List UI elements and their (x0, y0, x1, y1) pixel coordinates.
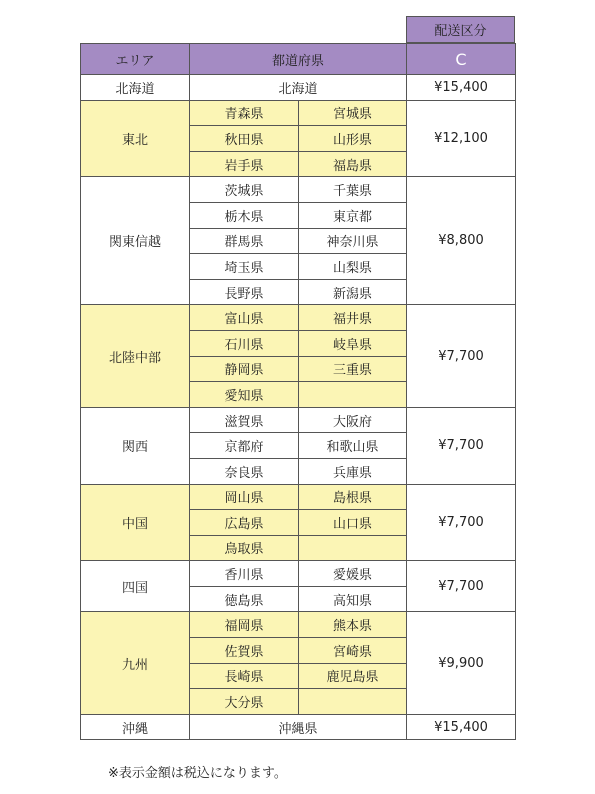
prefecture-cell: 青森県 (190, 100, 299, 126)
table-row (81, 484, 516, 510)
price-cell: ¥8,800 (407, 177, 516, 305)
prefecture-cell: 富山県 (190, 305, 299, 331)
prefecture-cell: 沖縄県 (190, 714, 407, 740)
price-cell: ¥12,100 (407, 100, 516, 177)
table-body (81, 75, 516, 740)
prefecture-cell: 静岡県 (190, 356, 299, 382)
region-cell: 沖縄 (81, 714, 190, 740)
prefecture-cell: 京都府 (190, 433, 299, 459)
prefecture-cell: 大阪府 (299, 407, 407, 433)
table-row (81, 612, 516, 638)
table-row (81, 177, 516, 203)
price-cell: ¥9,900 (407, 612, 516, 714)
prefecture-cell: 群馬県 (190, 228, 299, 254)
prefecture-cell: 秋田県 (190, 126, 299, 152)
prefecture-cell: 広島県 (190, 510, 299, 536)
prefecture-cell: 北海道 (190, 75, 407, 101)
prefecture-cell: 山形県 (299, 126, 407, 152)
table-row (81, 407, 516, 433)
prefecture-cell: 熊本県 (299, 612, 407, 638)
prefecture-cell: 鳥取県 (190, 535, 299, 561)
prefecture-cell: 愛知県 (190, 382, 299, 408)
price-cell: ¥7,700 (407, 484, 516, 561)
price-cell: ¥15,400 (407, 714, 516, 740)
prefecture-cell: 千葉県 (299, 177, 407, 203)
region-cell: 関東信越 (81, 177, 190, 305)
prefecture-cell: 福島県 (299, 151, 407, 177)
area-header: エリア (81, 44, 190, 75)
prefecture-cell: 佐賀県 (190, 638, 299, 664)
prefecture-cell: 長野県 (190, 279, 299, 305)
prefecture-cell: 兵庫県 (299, 458, 407, 484)
shipping-fee-table (80, 43, 516, 740)
tax-note: ※表示金額は税込になります。 (108, 766, 287, 781)
prefecture-cell: 石川県 (190, 330, 299, 356)
prefecture-cell: 東京都 (299, 202, 407, 228)
prefecture-cell: 岡山県 (190, 484, 299, 510)
prefecture-cell: 山口県 (299, 510, 407, 536)
region-cell: 北陸中部 (81, 305, 190, 407)
prefecture-cell: 岐阜県 (299, 330, 407, 356)
table-header-row (81, 44, 516, 75)
prefecture-cell (299, 382, 407, 408)
prefecture-cell: 宮崎県 (299, 638, 407, 664)
prefecture-cell: 山梨県 (299, 254, 407, 280)
prefecture-cell: 奈良県 (190, 458, 299, 484)
price-cell: ¥7,700 (407, 305, 516, 407)
region-cell: 北海道 (81, 75, 190, 101)
table-row (81, 714, 516, 740)
region-cell: 関西 (81, 407, 190, 484)
prefecture-cell: 埼玉県 (190, 254, 299, 280)
prefecture-cell: 鹿児島県 (299, 663, 407, 689)
price-cell: ¥15,400 (407, 75, 516, 101)
prefecture-cell: 高知県 (299, 586, 407, 612)
prefecture-cell: 和歌山県 (299, 433, 407, 459)
prefecture-cell: 滋賀県 (190, 407, 299, 433)
prefecture-cell: 三重県 (299, 356, 407, 382)
prefecture-cell (299, 689, 407, 715)
prefecture-cell: 新潟県 (299, 279, 407, 305)
prefecture-cell: 徳島県 (190, 586, 299, 612)
prefecture-cell: 長崎県 (190, 663, 299, 689)
prefecture-cell: 島根県 (299, 484, 407, 510)
prefecture-cell: 神奈川県 (299, 228, 407, 254)
prefecture-cell: 茨城県 (190, 177, 299, 203)
prefecture-cell: 福井県 (299, 305, 407, 331)
prefecture-cell: 宮城県 (299, 100, 407, 126)
table-row (81, 100, 516, 126)
rank-c-header: C (407, 44, 516, 75)
table-row (81, 305, 516, 331)
region-cell: 四国 (81, 561, 190, 612)
region-cell: 中国 (81, 484, 190, 561)
table-row (81, 75, 516, 101)
prefecture-cell: 愛媛県 (299, 561, 407, 587)
table-row (81, 561, 516, 587)
prefecture-cell: 大分県 (190, 689, 299, 715)
region-cell: 九州 (81, 612, 190, 714)
prefecture-cell: 福岡県 (190, 612, 299, 638)
prefecture-cell (299, 535, 407, 561)
price-cell: ¥7,700 (407, 561, 516, 612)
delivery-class-label: 配送区分 (406, 16, 515, 43)
price-cell: ¥7,700 (407, 407, 516, 484)
prefecture-header: 都道府県 (190, 44, 407, 75)
prefecture-cell: 香川県 (190, 561, 299, 587)
prefecture-cell: 栃木県 (190, 202, 299, 228)
prefecture-cell: 岩手県 (190, 151, 299, 177)
region-cell: 東北 (81, 100, 190, 177)
